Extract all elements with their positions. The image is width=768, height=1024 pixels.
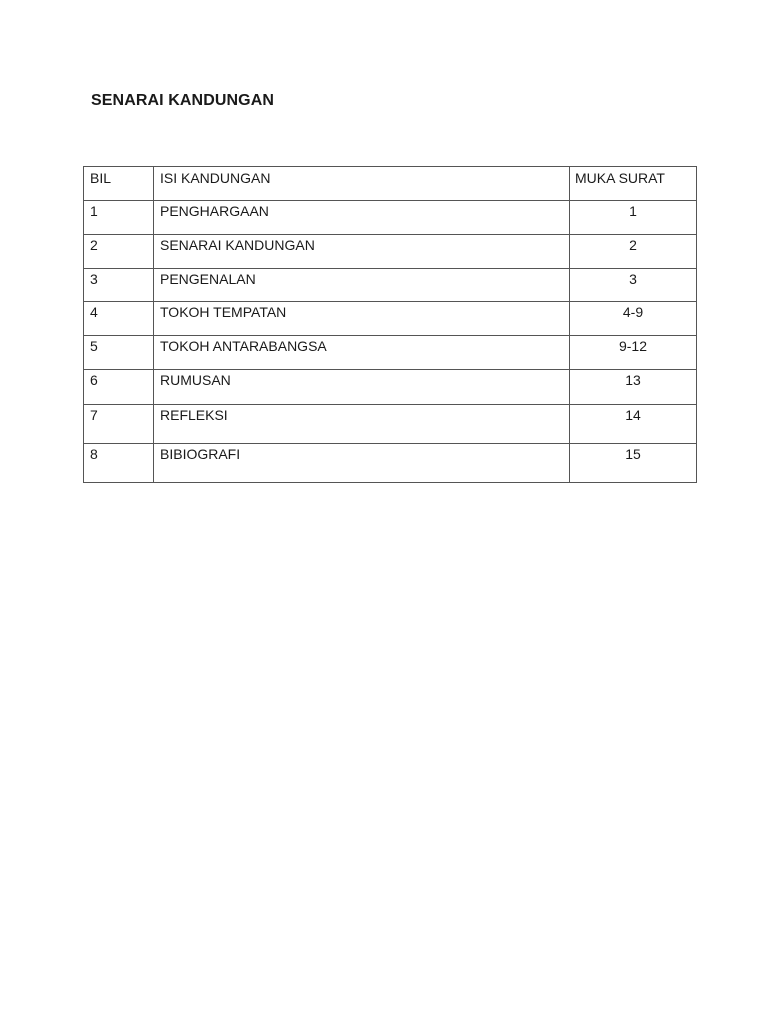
cell-isi: PENGENALAN — [154, 269, 570, 302]
cell-isi: REFLEKSI — [154, 405, 570, 444]
cell-isi: RUMUSAN — [154, 370, 570, 405]
cell-isi: TOKOH TEMPATAN — [154, 302, 570, 336]
table-of-contents — [83, 166, 697, 483]
cell-muka-surat: 13 — [570, 370, 697, 405]
cell-bil: 5 — [84, 336, 154, 370]
cell-muka-surat: 15 — [570, 444, 697, 483]
header-bil: BIL — [84, 167, 154, 201]
table-row — [84, 269, 697, 302]
header-muka-surat: MUKA SURAT — [570, 167, 697, 201]
cell-isi: PENGHARGAAN — [154, 201, 570, 235]
page-title: SENARAI KANDUNGAN — [91, 92, 275, 109]
table-row — [84, 201, 697, 235]
cell-bil: 2 — [84, 235, 154, 269]
table-row — [84, 235, 697, 269]
cell-bil: 8 — [84, 444, 154, 483]
cell-bil: 1 — [84, 201, 154, 235]
cell-isi: BIBIOGRAFI — [154, 444, 570, 483]
cell-bil: 3 — [84, 269, 154, 302]
table-row — [84, 405, 697, 444]
table-header-row — [84, 167, 697, 201]
cell-muka-surat: 14 — [570, 405, 697, 444]
table-row — [84, 336, 697, 370]
cell-muka-surat: 9-12 — [570, 336, 697, 370]
cell-bil: 6 — [84, 370, 154, 405]
cell-bil: 7 — [84, 405, 154, 444]
cell-isi: SENARAI KANDUNGAN — [154, 235, 570, 269]
cell-muka-surat: 1 — [570, 201, 697, 235]
table-row — [84, 370, 697, 405]
cell-isi: TOKOH ANTARABANGSA — [154, 336, 570, 370]
table-row — [84, 444, 697, 483]
header-isi-kandungan: ISI KANDUNGAN — [154, 167, 570, 201]
cell-muka-surat: 3 — [570, 269, 697, 302]
cell-muka-surat: 4-9 — [570, 302, 697, 336]
table-row — [84, 302, 697, 336]
cell-bil: 4 — [84, 302, 154, 336]
cell-muka-surat: 2 — [570, 235, 697, 269]
